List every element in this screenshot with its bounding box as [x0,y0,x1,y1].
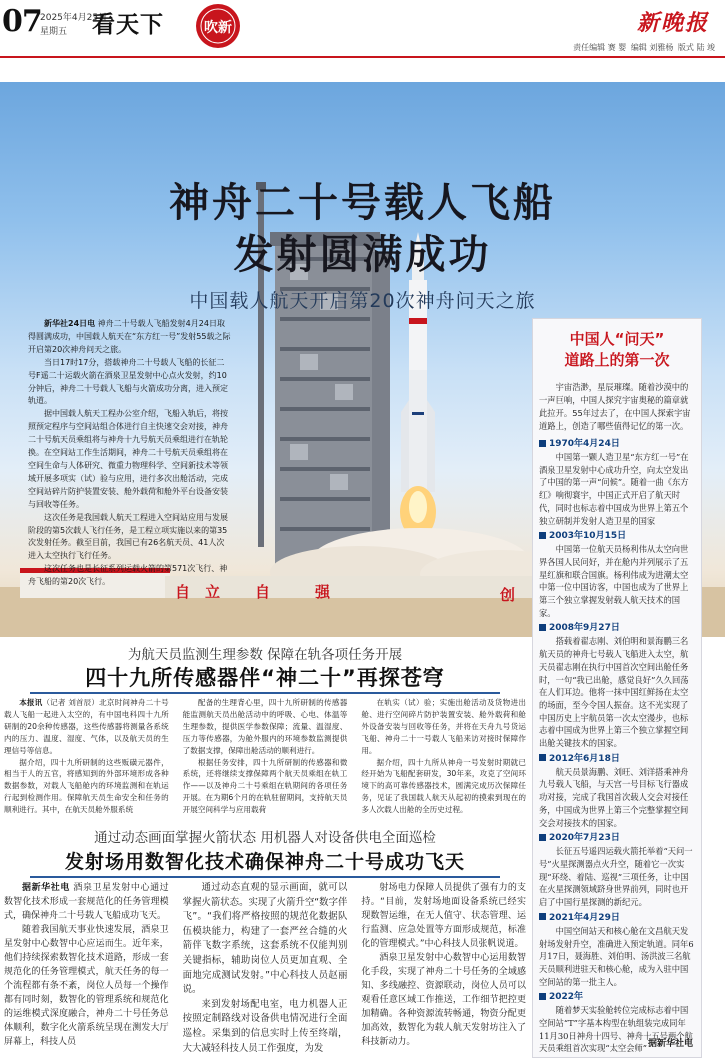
lead-paragraph: 新华社24日电 神舟二十号载人飞船发射4月24日取得圆满成功，中国载人航天在“东方红一号”发射55载之际开启第20次神舟问天之旅。 [28,319,231,354]
milestone-date: 2008年9月27日 [539,621,695,635]
body-paragraph: 随着我国航天事业快速发展，酒泉卫星发射中心数智中心应运而生。近年来，他们持续探索数智化技术道路，形成一套规范化的任务管理模式，航天任务的每一个流程都有条不紊，岗位人员每一个操作都有同时刻，数智化的管理系统和规范化的运维模式深度融合，神舟二十号任务总体顺利，数字化火箭系统呈现在测发大厅屏幕上，科技人员 [4,925,169,1047]
lead-story [28,318,232,590]
article2-kicker: 通过动态画面掌握火箭状态 用机器人对设备供电全面巡检 [94,830,436,846]
article1-column [361,697,526,815]
milestone-text: 航天员景海鹏、刘旺、刘洋搭乘神舟九号载人飞船，与天宫一号目标飞行器成功对接，完成了我国首次载人交会对接任务，中国成为世界上第三个完整掌握空间交会对接技术的国家。 [539,766,689,828]
tower-sign-char: 自 [175,583,191,601]
seal-text: 吹新 [204,20,232,36]
milestone-date: 2021年4月29日 [539,911,695,925]
headline-divider [30,692,500,694]
section-title: 看天下 [92,12,164,38]
dateline: 新华社24日电 [44,319,96,328]
milestone-text: 随着梦天实验舱转位完成标志着中国空间站“T”字基本构型在轨组装完成同年11月30日神舟十四号、神舟十五号两个航天员乘组首次实现“太空会师” [539,1005,693,1054]
article1-kicker: 为航天员监测生理参数 保障在轨各项任务开展 [127,647,403,663]
main-headline-line: 神舟二十号载人飞船 [169,180,556,226]
body-paragraph: 据介绍，四十九所研制的这些贩磺元器件，相当于人的五官，将感知到的外部环境形成各种数据参数，对载人飞船舱内的环境监测和在轨运行起到检测作用。保障航天员生命安全和任务的顺利进行。其中，在航天员舱外服系统 [4,757,169,815]
milestone-item [539,911,695,989]
milestone-date: 2003年10月15日 [539,529,695,543]
article1-column [4,697,169,815]
sidebar-title-line: 道路上的第一次 [564,351,670,369]
article2-column [361,881,526,1059]
milestone-text: 中国第一位航天员杨利伟从太空向世界各国人民问好，并在舱内并列展示了五星红旗和联合国旗。杨利伟成为进潮太空中第一位中国访客，中国也成为了世界上第三个独立掌握发射载人航天技术的国家。 [539,544,689,618]
page-number: 07 [2,4,42,39]
milestone-item [539,529,695,619]
body-paragraph: 射场电力保障人员提供了强有力的支持。“目前，发射场地面设备系统已经实现数智运维，在无人值守、状态管理、运行监测、应急处置等方面形成规范，标准化的管理模式。”中心科技人员张帆说道。 [361,883,527,949]
milestone-item [539,621,695,749]
body-paragraph: 根据任务安排，四十九所研制的传感器和微系统，还将继续支撑保障两个航天员乘组在轨工作——以及神舟二十号乘组在轨期间的各项任务开展。在为期6个月的在轨驻留期间，支持航天员开展空间科学与应用载荷 [182,757,348,815]
milestone-item [539,437,695,527]
lead-paragraph: 这次任务是我国载人航天工程进入空间站应用与发展阶段的第5次载人飞行任务，是工程立项实施以来的第35次发射任务。截至目前，我国已有26名航天员、41人次进入太空执行飞行任务。 [28,512,228,561]
editor-credit: 版式 陆 竣 [677,43,715,52]
page-header [0,0,725,58]
wall-slogan-char: 创 [500,586,516,604]
tower-sign-char: 立 [205,583,221,601]
article1-body [4,697,526,815]
headline-divider [30,876,500,878]
body-paragraph: 本报讯（记者 刘首辰）北京时间神舟二十号载人飞船一起进入太空的，有中国电科四十九所研制的20余种传感器，这些传感器将测量各系统内的压力、温度、湿度、气体，以及航天员的生理信号等信息。 [4,698,169,755]
article2-column [183,881,348,1059]
milestone-text: 搭载着翟志刚、刘伯明和景海鹏三名航天员的神舟七号载人飞船进入太空，航天员翟志刚在执行中国首次空间出舱任务时，一句“我已出舱，感觉良好”久久回荡在人们耳边。他将一抹中国红鲜扬在太空的场面，至今令国人振奋。这不光实现了中国历史上宇航员第一次太空漫步，也标志着中国成为世界上第三个独立掌握空间出舱关键技术的国家。 [539,636,689,749]
article2-body [4,881,526,1059]
lead-paragraph: 据中国载人航天工程办公室介绍，飞船入轨后，将按照预定程序与空间站组合体进行自主快速交会对接，神舟二十号航天员乘组将与神舟十九号航天员乘组进行在轨轮换。在空间站工作生活期间，神舟二十号航天员乘组将在空间生命与人体研究、微重力物理科学、空间新技术等领域开展多项实（试）验与应用，进行多次出舱活动，完成空间站碎片防护装置安装、舱外载荷和舱外平台设备安装与回收等任务。 [28,409,228,509]
milestone-text: 中国第一颗人造卫星“东方红一号”在酒泉卫星发射中心成功升空，向太空发出了中国的第一声“问候”。随着一曲《东方红》响彻寰宇，中国正式开启了航天时代，同时也标志着中国成为世界上第五个独立研制并发射人造卫星的国家 [539,452,689,526]
newspaper-brand-logo: 新晚报 [636,10,709,36]
body-paragraph: 通过动态直观的显示画面，就可以掌握火箭状态。实现了火箭升空“数字伴飞”。“我们将严格按照的规范化数据队伍模块能力，构建了一套严丝合缝的火箭伴飞数字系统，这套系统不仅能判别关键指标，辅助岗位人员更加直观、全面地完成测试发射。”中心科技人员赵丽说。 [182,882,348,996]
issue-date: 2025年4月25日 [40,13,108,23]
dateline: 据新华社电 [22,883,70,893]
editor-credit: 编辑 刘雅杨 [630,43,674,52]
milestone-text: 长征五号遥四运载火箭托举着“天问一号”火星探测器点火升空，随着它一次实现“环绕、着陆、巡视”三项任务，让中国在火星探测领域跻身世界前列，同时也开启了中国行星探测的新纪元。 [539,846,693,908]
main-subheadline: 中国载人航天开启第20次神舟问天之旅 [189,290,536,312]
lead-paragraph: 这次任务也是长征系列运载火箭的第571次飞行、神舟飞船的第20次飞行。 [28,564,228,587]
editor-credits [571,42,715,53]
sidebar-title [533,319,701,371]
tower-sign-char: 强 [315,583,331,601]
article2-column [4,881,169,1059]
sidebar-title-line: 中国人“问天” [569,330,665,348]
editor-credit: 责任编辑 赛 婴 [573,43,627,52]
dateline: 本报讯 [19,698,43,707]
body-paragraph: 酒泉卫星发射中心数智中心运用数智化手段，实现了神舟二十号任务的全域感知、多线融控、资源联动，岗位人员可以观看任意区域工作推送，工作细节把控更加精确。各种资源流转畅通，物资分配更加高效，数智化为载人航天发射坊注入了科技新动力。 [361,953,527,1047]
main-headline [0,177,725,281]
article2-headline: 发射场用数智化技术确保神舟二十号成功飞天 [64,851,465,873]
body-paragraph: 在轨实（试）验；实施出舱活动及货物进出舱、进行空间碎片防护装置安装、舱外载荷和舱外设备安装与回收等任务，并将在天舟九号货运飞船、神舟二十一号载人飞船来访对接时保障作用。 [361,698,527,755]
body-paragraph: 来到发射场配电室，电力机器人正按照定制路线对设备供电情况进行全面巡检。采集到的信息实时上传至终端，大大减轻科技人员工作强度，为发 [182,998,348,1054]
lead-paragraph: 当日17时17分，搭载神舟二十号载人飞船的长征二号F遥二十运载火箭在酒泉卫星发射中心点火发射，约10分钟后，神舟二十号载人飞船与火箭成功分离，进入预定轨道。 [28,357,228,406]
main-headline-line: 发射圆满成功 [233,232,492,278]
issue-weekday: 星期五 [40,27,68,37]
body-paragraph: 配备的生理背心里，四十九所研制的传感器能监测航天员出舱活动中的呼吸、心电、体温等生理参数，提供医学参数保障；流量、温湿度、压力等传感器，为舱外服内的环境参数监测提供了数据支撑，保障出舱活动的顺利进行。 [182,698,348,755]
milestone-date: 2022年 [539,990,695,1004]
body-paragraph: 据介绍，四十九所从神舟一号发射时期就已经开始为飞船配套研发，30年来，攻克了空间环境下的高可靠传感器技术，圆满完成历次保障任务，见证了我国载人航天从起初的摸索到现在的多人次载人出舱的全历史过程。 [361,757,527,815]
body-paragraph: 据新华社电 酒泉卫星发射中心通过数智化技术形成一套规范化的任务管理模式，确保神舟二十号载人飞船成功飞天。 [4,883,169,921]
seal-icon [196,4,240,48]
milestones-sidebar [532,318,702,1058]
milestone-date: 2012年6月18日 [539,752,695,766]
article1-headline: 四十九所传感器伴“神二十”再探苍穹 [85,666,445,690]
milestone-item [539,831,695,909]
milestone-date: 1970年4月24日 [539,437,695,451]
article1-column [183,697,348,815]
tower-sign-char: 自 [255,583,271,601]
milestone-item [539,752,695,830]
section-seal-logo [196,4,240,48]
milestone-date: 2020年7月23日 [539,831,695,845]
sidebar-intro: 宇宙浩渺，星辰璀璨。随着沙漠中的一声巨响，中国人探究宇宙奥秘的篇章就此拉开。55年过去了，在中国人探索宇宙道路上，创造了哪些值得记忆的第一次。 [539,382,691,431]
sidebar-source-credit: 据新华社电 [647,1039,693,1049]
milestone-text: 中国空间站天和核心舱在文昌航天发射场发射升空，准确进入预定轨道。同年6月17日，聂海胜、刘伯明、汤洪波三名航天员顺利进驻天和核心舱，成为入驻中国空间站的第一批主人。 [539,925,694,987]
